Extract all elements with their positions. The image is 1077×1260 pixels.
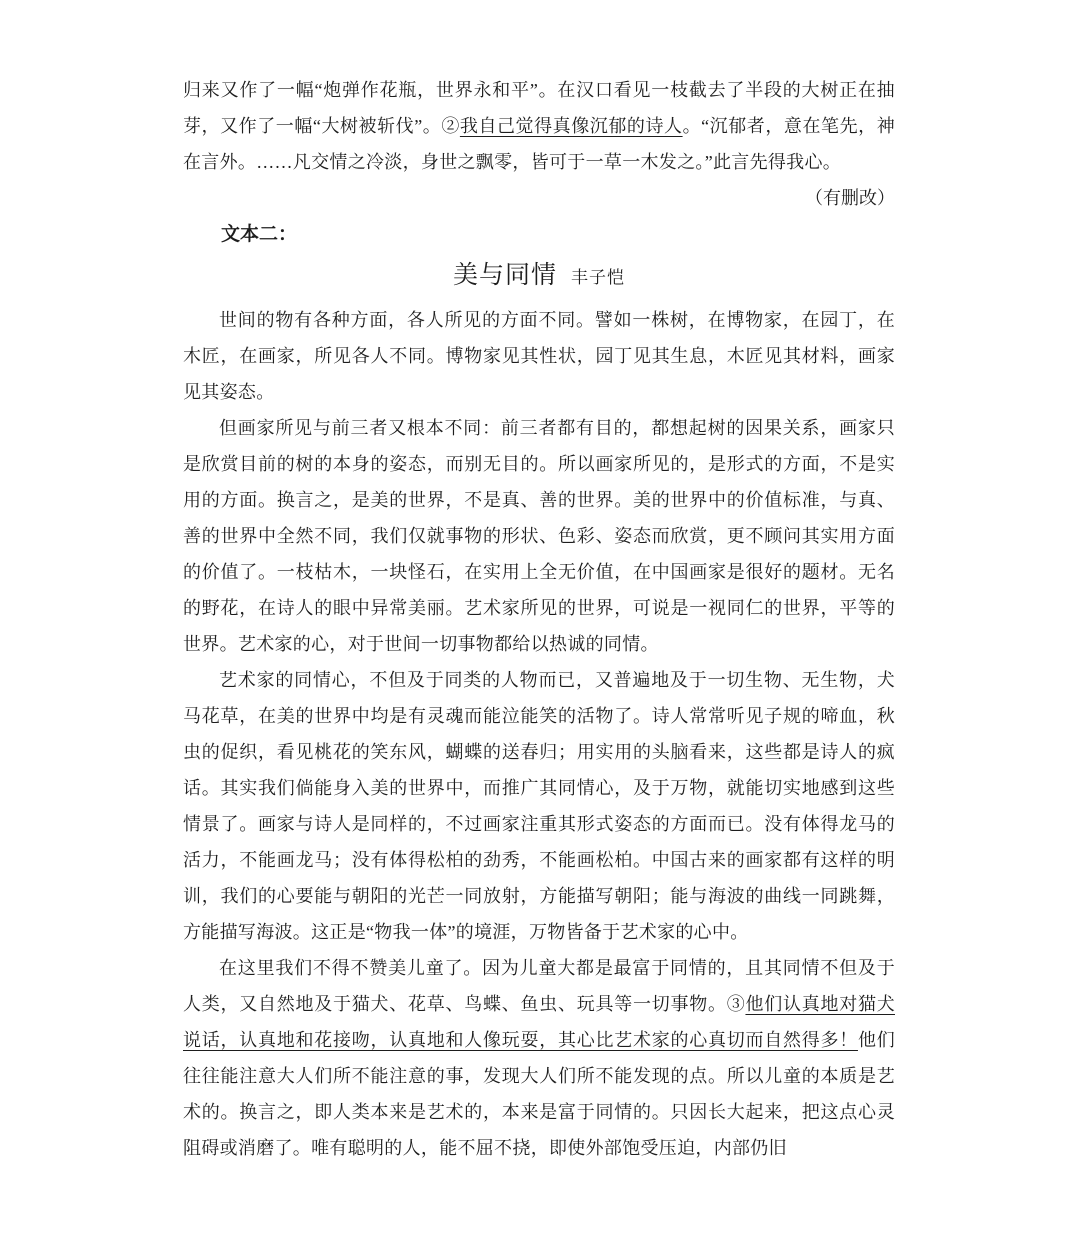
attribution-note: （有删改） — [805, 188, 895, 208]
underlined-sentence: 我自己觉得真像沉郁的诗人 — [459, 116, 683, 136]
paragraph — [183, 662, 895, 950]
paragraph-continuation — [183, 72, 895, 180]
text-segment: 世间的物有各种方面，各人所见的方面不同。譬如一株树，在博物家，在园丁，在木匠，在画家，所见各人不同。博物家见其性状，园丁见其生息，木匠见其材料，画家见其姿态。 — [183, 310, 895, 402]
essay-author: 丰子恺 — [571, 268, 625, 287]
text-segment: 他们往往能注意大人们所不能注意的事，发现大人们所不能发现的点。所以儿童的本质是艺术的。换言之，即人类本来是艺术的，本来是富于同情的。只因长大起来，把这点心灵阻碍或消磨了。唯有聪明的人，能不屈不挠，即使外部饱受压迫，内部仍旧 — [183, 1030, 896, 1158]
text-segment: 在这里我们不得不赞美儿童了。因为儿童大都是最富于同情的，且其同情不但及于人类，又自然地及于猫犬、花草、鸟蝶、鱼虫、玩具等一切事物。③ — [183, 958, 895, 1014]
text-segment: 归来又作了一幅“炮弹作花瓶，世界永和平”。在汉口看见一枝截去了半段的大树正在抽芽，又作了一幅“大树被斩伐”。② — [183, 80, 895, 136]
paragraph — [183, 950, 895, 1166]
text-segment: 但画家所见与前三者又根本不同：前三者都有目的，都想起树的因果关系，画家只是欣赏目前的树的本身的姿态，而别无目的。所以画家所见的，是形式的方面，不是实用的方面。换言之，是美的世界，不是真、善的世界。美的世界中的价值标准，与真、善的世界中全然不同，我们仅就事物的形状、色彩、姿态而欣赏，更不顾问其实用方面的价值了。一枝枯木，一块怪石，在实用上全无价值，在中国画家是很好的题材。无名的野花，在诗人的眼中异常美丽。艺术家所见的世界，可说是一视同仁的世界，平等的世界。艺术家的心，对于世间一切事物都给以热诚的同情。 — [183, 418, 895, 654]
essay-title-row — [183, 255, 895, 300]
text-segment: 。“沉郁者，意在笔先，神在言外。……凡交情之冷淡，身世之飘零，皆可于一草一木发之。”此言先得我心。 — [183, 116, 895, 172]
underlined-sentence: 他们认真地对猫犬说话，认真地和花接吻，认真地和人像玩耍，其心比艺术家的心真切而自然得多！ — [183, 994, 895, 1050]
reading-passage — [183, 72, 895, 1166]
text-segment: 艺术家的同情心，不但及于同类的人物而已，又普遍地及于一切生物、无生物，犬马花草，在美的世界中均是有灵魂而能泣能笑的活物了。诗人常常听见子规的啼血，秋虫的促织，看见桃花的笑东风，蝴蝶的送春归；用实用的头脑看来，这些都是诗人的疯话。其实我们倘能身入美的世界中，而推广其同情心，及于万物，就能切实地感到这些情景了。画家与诗人是同样的，不过画家注重其形式姿态的方面而已。没有体得龙马的活力，不能画龙马；没有体得松柏的劲秀，不能画松柏。中国古来的画家都有这样的明训，我们的心要能与朝阳的光芒一同放射，方能描写朝阳；能与海波的曲线一同跳舞，方能描写海波。这正是“物我一体”的境涯，万物皆备于艺术家的心中。 — [183, 670, 895, 942]
paragraph — [183, 302, 895, 410]
essay-title: 美与同情 — [452, 262, 557, 289]
section-label: 文本二： — [221, 224, 298, 245]
paragraph — [183, 410, 895, 662]
